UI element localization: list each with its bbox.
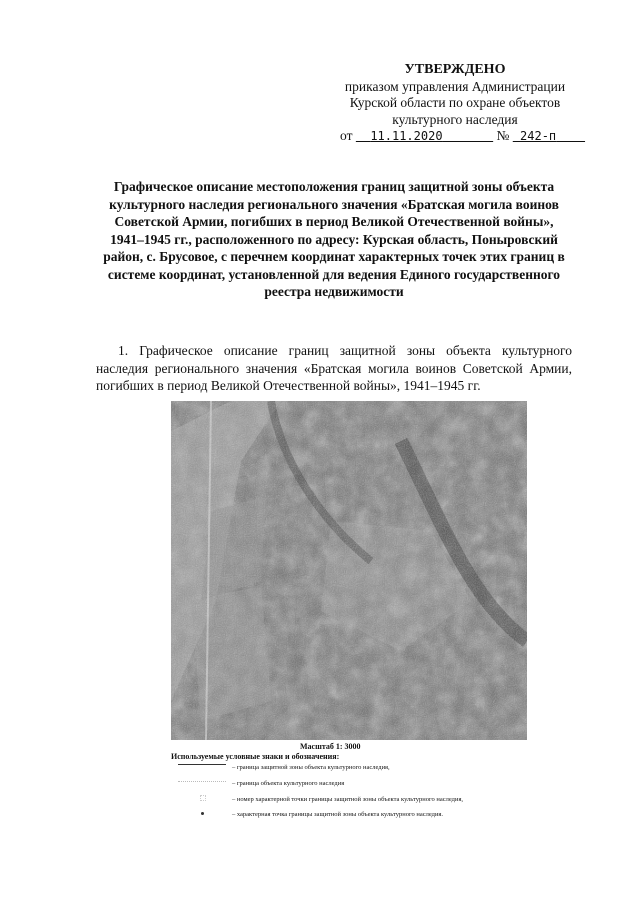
aerial-map-image — [171, 401, 527, 740]
section-1-paragraph: 1. Графическое описание границ защитной зоны объекта культурного наследия регионального значения «Братская могила воинов Советской Армии, погибших в период Великой Отечественной войны», 1941–1945 гг. — [96, 343, 572, 393]
date-prefix: от — [340, 128, 353, 143]
approval-line-1: приказом управления Администрации — [344, 78, 566, 94]
object-boundary-symbol — [178, 781, 226, 782]
point-marker-symbol — [201, 812, 204, 815]
approval-block — [330, 62, 580, 145]
legend-title: Используемые условные знаки и обозначения: — [171, 752, 340, 761]
legend-item-1: – граница защитной зоны объекта культурного наследия, — [232, 764, 390, 771]
approval-line-3: культурного наследия — [392, 111, 518, 127]
approval-date: 11.11.2020 — [370, 129, 443, 143]
document-title: Графическое описание местоположения границ защитной зоны объекта культурного наследия регионального значения «Братская могила воинов Советской Армии, погибших в период Великой Отечественной войны», 1941–1945 гг., расположенного по адресу: Курская область, Поныровский район, с. Брусовое, с перечнем координат характерных точек этих границ в системе координат, установленной для ведения Единого государственного реестра недвижимости — [103, 179, 565, 299]
approval-line-2: Курской области по охране объектов — [349, 95, 561, 110]
zone-boundary-symbol — [178, 764, 226, 765]
legend-item-2: – граница объекта культурного наследия — [232, 780, 345, 787]
map-scale: Масштаб 1: 3000 — [300, 742, 361, 751]
number-prefix: № — [496, 128, 510, 143]
approval-number: 242-п — [520, 129, 557, 143]
legend-item-3: – номер характерной точки границы защитной зоны объекта культурного наследия, — [232, 796, 464, 803]
approval-date-line — [330, 128, 580, 145]
approval-heading: УТВЕРЖДЕНО — [404, 62, 506, 77]
legend-item-4: – характерная точка границы защитной зоны объекта культурного наследия. — [232, 811, 444, 818]
point-number-symbol — [200, 795, 206, 801]
